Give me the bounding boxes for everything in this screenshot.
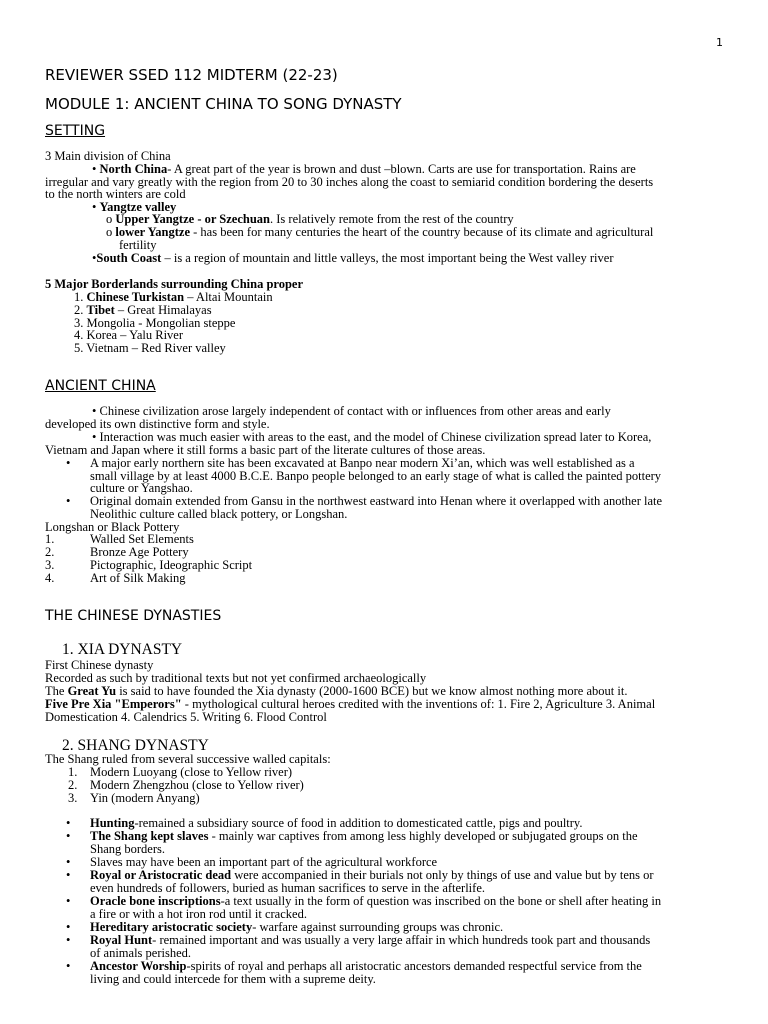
shang-capital: 3. Yin (modern Anyang) bbox=[68, 791, 200, 805]
longshan-item: 1. Walled Set Elements bbox=[45, 532, 194, 546]
shang-bullet-cont: living and could intercede for them with a supreme deity. bbox=[90, 972, 376, 986]
upper-yangtze-line: o Upper Yangtze - or Szechuan. Is relatively remote from the rest of the country bbox=[106, 212, 514, 226]
xia-line: First Chinese dynasty bbox=[45, 658, 154, 672]
ancient-p2: • Interaction was much easier with areas to the east, and the model of Chinese civilization spread later to Korea, bbox=[92, 430, 652, 444]
shang-bullet-cont: of animals perished. bbox=[90, 946, 192, 960]
south-coast-line: •South Coast – is a region of mountain and little valleys, the most important being the West valley river bbox=[92, 251, 614, 265]
document-title: REVIEWER SSED 112 MIDTERM (22-23) bbox=[45, 66, 338, 84]
south-coast-text: – is a region of mountain and little valleys, the most important being the West valley river bbox=[161, 251, 614, 265]
north-china-cont2: to the north winters are cold bbox=[45, 187, 186, 201]
south-coast-term: South Coast bbox=[96, 251, 162, 265]
setting-intro: 3 Main division of China bbox=[45, 149, 171, 163]
lower-yangtze-text: - has been for many centuries the heart of the country because of its climate and agricultural bbox=[190, 225, 654, 239]
north-china-cont1: irregular and vary greatly with the region from 20 to 30 inches along the coast to semiarid condition bordering the deserts bbox=[45, 175, 654, 189]
north-china-text: - A great part of the year is brown and dust –blown. Carts are use for transportation. Rains are bbox=[167, 162, 636, 176]
xia-heading: 1. XIA DYNASTY bbox=[62, 641, 183, 658]
xia-line: The Great Yu is said to have founded the Xia dynasty (2000-1600 BCE) but we know almost nothing more about it. bbox=[45, 684, 628, 698]
north-china-term: North China bbox=[99, 162, 168, 176]
shang-bullet: • Hunting-remained a subsidiary source of food in addition to domesticated cattle, pigs and poultry. bbox=[66, 816, 583, 830]
borderland-item: 2. Tibet – Great Himalayas bbox=[74, 303, 212, 317]
shang-bullet-cont: Shang borders. bbox=[90, 842, 165, 856]
xia-line: Five Pre Xia "Emperors" - mythological cultural heroes credited with the inventions of: 1. Fire 2, Agriculture 3. Animal bbox=[45, 697, 656, 711]
page-number: 1 bbox=[716, 36, 723, 49]
lower-yangtze-line: o lower Yangtze - has been for many centuries the heart of the country because of its climate and agricultural bbox=[106, 225, 654, 239]
shang-bullet-cont: a fire or with a hot iron rod until it cracked. bbox=[90, 907, 307, 921]
xia-line: Domestication 4. Calendrics 5. Writing 6. Flood Control bbox=[45, 710, 327, 724]
shang-bullet: • Oracle bone inscriptions-a text usually in the form of question was inscribed on the bone or shell after heating in bbox=[66, 894, 662, 908]
ancient-p1: • Chinese civilization arose largely independent of contact with or influences from other areas and early bbox=[92, 404, 611, 418]
shang-bullet: • Royal Hunt- remained important and was usually a very large affair in which hundreds took part and thousands bbox=[66, 933, 651, 947]
ancient-bullet: • A major early northern site has been excavated at Banpo near modern Xi’an, which was well established as a bbox=[66, 456, 635, 470]
xia-line: Recorded as such by traditional texts but not yet confirmed archaeologically bbox=[45, 671, 427, 685]
longshan-item: 3. Pictographic, Ideographic Script bbox=[45, 558, 253, 572]
yangtze-line: • Yangtze valley bbox=[92, 200, 177, 214]
borderland-item: 5. Vietnam – Red River valley bbox=[74, 341, 226, 355]
borderlands-heading: 5 Major Borderlands surrounding China proper bbox=[45, 277, 304, 291]
yangtze-term: Yangtze valley bbox=[99, 200, 177, 214]
shang-bullet: • The Shang kept slaves - mainly war captives from among less highly developed or subjugated groups on the bbox=[66, 829, 638, 843]
upper-yangtze-text: . Is relatively remote from the rest of the country bbox=[270, 212, 514, 226]
ancient-bullet-cont: small village by at least 4000 B.C.E. Banpo people belonged to an early stage of what is called the painted pottery bbox=[90, 469, 662, 483]
module-heading: MODULE 1: ANCIENT CHINA TO SONG DYNASTY bbox=[45, 95, 402, 113]
shang-heading: 2. SHANG DYNASTY bbox=[62, 737, 209, 754]
shang-bullet: • Royal or Aristocratic dead were accompanied in their burials not only by things of use and value but by tens or bbox=[66, 868, 654, 882]
shang-intro: The Shang ruled from several successive walled capitals: bbox=[45, 752, 331, 766]
ancient-china-heading: ANCIENT CHINA bbox=[45, 378, 156, 394]
upper-yangtze-term: Upper Yangtze - or Szechuan bbox=[115, 212, 271, 226]
ancient-bullet-cont: culture or Yangshao. bbox=[90, 481, 193, 495]
lower-yangtze-cont: fertility bbox=[119, 238, 157, 252]
shang-bullet-cont: even hundreds of followers, buried as human sacrifices to serve in the afterlife. bbox=[90, 881, 485, 895]
shang-bullet: • Hereditary aristocratic society- warfare against surrounding groups was chronic. bbox=[66, 920, 504, 934]
north-china-line: • North China- A great part of the year is brown and dust –blown. Carts are use for transportation. Rains are bbox=[92, 162, 636, 176]
ancient-bullet-cont: Neolithic culture called black pottery, or Longshan. bbox=[90, 507, 348, 521]
ancient-bullet: • Original domain extended from Gansu in the northwest eastward into Henan where it overlapped with another late bbox=[66, 494, 663, 508]
borderland-item: 3. Mongolia - Mongolian steppe bbox=[74, 316, 236, 330]
borderland-item: 1. Chinese Turkistan – Altai Mountain bbox=[74, 290, 273, 304]
ancient-p1-cont: developed its own distinctive form and style. bbox=[45, 417, 270, 431]
lower-yangtze-term: lower Yangtze bbox=[115, 225, 191, 239]
longshan-item: 4. Art of Silk Making bbox=[45, 571, 186, 585]
ancient-p2-cont: Vietnam and Japan where it still forms a basic part of the literate cultures of those areas. bbox=[45, 443, 486, 457]
shang-capital: 1. Modern Luoyang (close to Yellow river) bbox=[68, 765, 293, 779]
shang-capital: 2. Modern Zhengzhou (close to Yellow river) bbox=[68, 778, 304, 792]
longshan-label: Longshan or Black Pottery bbox=[45, 520, 180, 534]
borderland-item: 4. Korea – Yalu River bbox=[74, 328, 184, 342]
shang-bullet: • Ancestor Worship-spirits of royal and perhaps all aristocratic ancestors demanded respectful service from the bbox=[66, 959, 642, 973]
dynasties-heading: THE CHINESE DYNASTIES bbox=[45, 608, 222, 624]
setting-heading: SETTING bbox=[45, 123, 106, 139]
shang-bullet: • Slaves may have been an important part of the agricultural workforce bbox=[66, 855, 438, 869]
longshan-item: 2. Bronze Age Pottery bbox=[45, 545, 189, 559]
